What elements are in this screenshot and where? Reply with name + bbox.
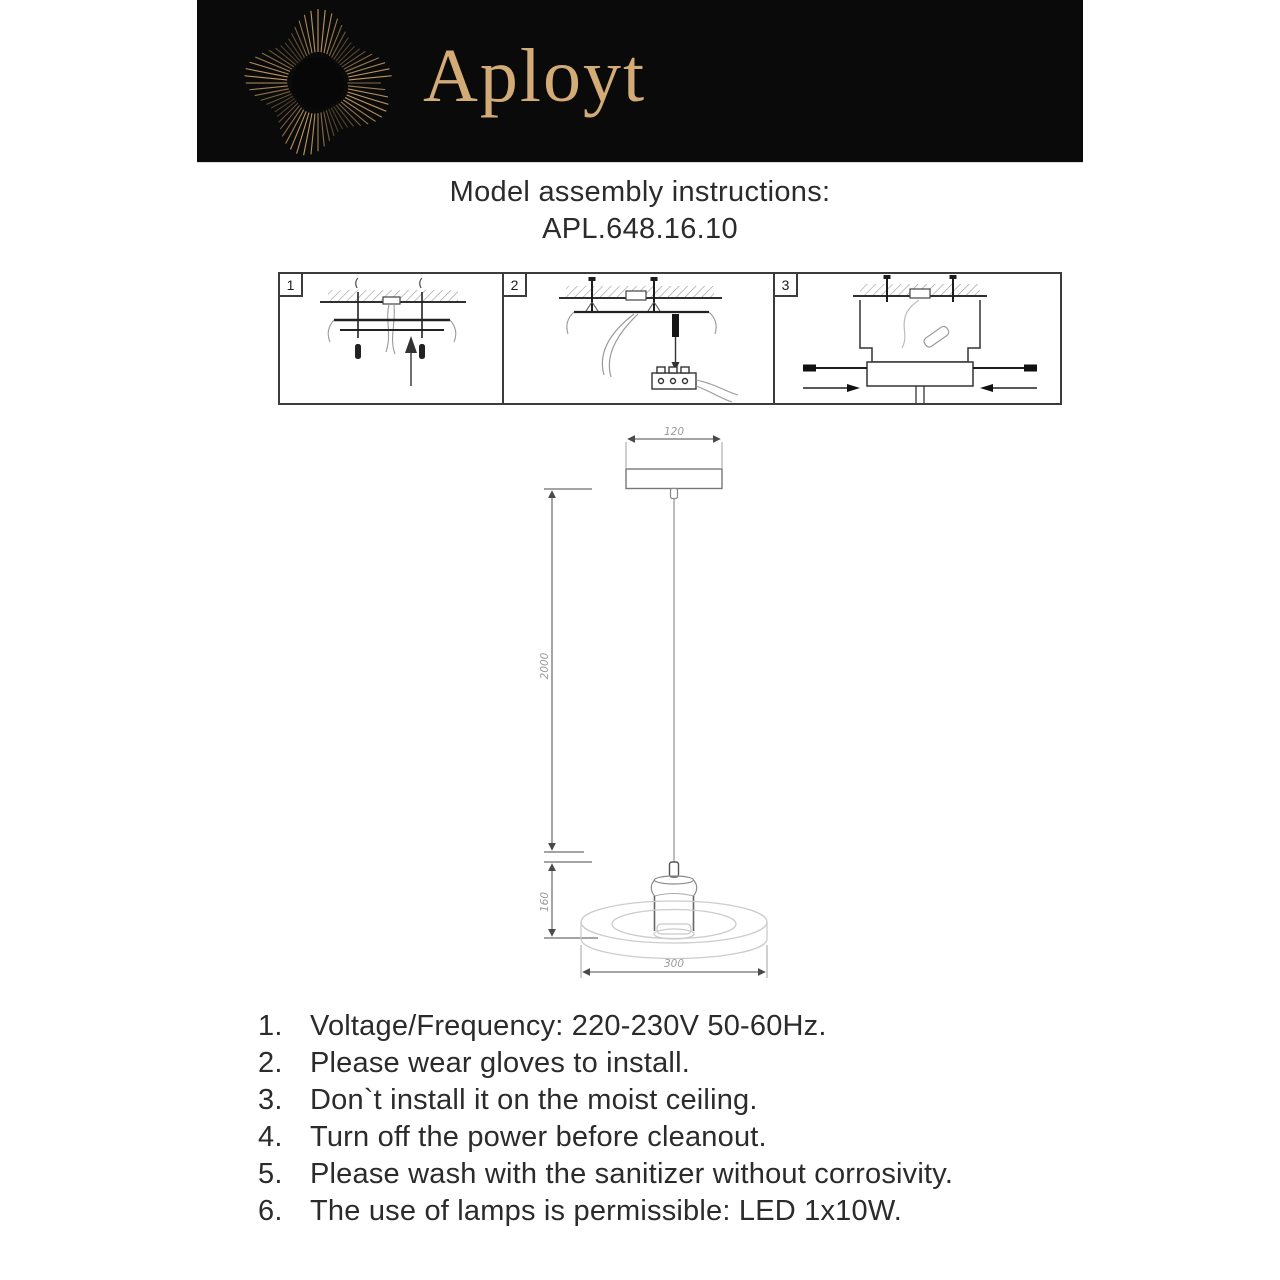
up-arrow xyxy=(405,336,417,386)
note-text: Voltage/Frequency: 220-230V 50-60Hz. xyxy=(310,1010,827,1042)
svg-text:120: 120 xyxy=(663,426,685,438)
note-number: 2. xyxy=(258,1047,283,1079)
inner-wire xyxy=(902,300,950,349)
step-3-illustration xyxy=(775,274,1060,403)
svg-text:160: 160 xyxy=(539,891,551,913)
note-text: Please wash with the sanitizer without corrosivity. xyxy=(310,1158,954,1190)
step-2-illustration xyxy=(504,274,773,403)
assembly-steps xyxy=(278,272,1062,405)
step-panel-3 xyxy=(773,272,1062,405)
dim-shade-height xyxy=(539,862,598,938)
note-number: 6. xyxy=(258,1195,283,1227)
note-number: 1. xyxy=(258,1010,283,1042)
note-text: Don`t install it on the moist ceiling. xyxy=(310,1084,758,1116)
note-text: Turn off the power before cleanout. xyxy=(310,1121,767,1153)
note-item xyxy=(258,1082,953,1119)
dim-canopy-width xyxy=(626,426,722,468)
note-number: 4. xyxy=(258,1121,283,1153)
canopy-body xyxy=(860,300,980,403)
model-number: APL.648.16.10 xyxy=(542,213,738,245)
step-number-badge: 1 xyxy=(278,272,303,297)
dim-suspension-length xyxy=(539,489,592,852)
hanging-wire xyxy=(602,314,638,377)
svg-text:300: 300 xyxy=(663,958,685,970)
step-panel-1 xyxy=(278,272,504,405)
step-panel-2 xyxy=(502,272,775,405)
junction-box xyxy=(383,297,400,354)
svg-text:2000: 2000 xyxy=(539,652,551,680)
pendant-lamp-drawing xyxy=(520,425,800,990)
screw-rod xyxy=(672,314,680,371)
step-1-illustration xyxy=(280,274,502,403)
brand-name: Aployt xyxy=(423,34,647,118)
notes-list xyxy=(258,1008,953,1230)
terminal-block xyxy=(652,367,738,402)
note-item xyxy=(258,1193,953,1230)
lamp-socket xyxy=(651,876,696,934)
ceiling xyxy=(853,275,987,302)
note-number: 5. xyxy=(258,1158,283,1190)
brand-banner xyxy=(197,0,1083,163)
note-number: 3. xyxy=(258,1084,283,1116)
dim-shade-diameter xyxy=(581,945,767,978)
ray-fan-decoration xyxy=(603,0,1083,162)
canopy xyxy=(626,469,722,499)
sunburst-core xyxy=(292,57,344,109)
page-title: Model assembly instructions: xyxy=(449,176,831,208)
note-item xyxy=(258,1045,953,1082)
step-number-badge: 3 xyxy=(773,272,798,297)
note-item xyxy=(258,1119,953,1156)
note-text: Please wear gloves to install. xyxy=(310,1047,690,1079)
note-item xyxy=(258,1008,953,1045)
step-number-badge: 2 xyxy=(502,272,527,297)
cord-connector xyxy=(670,862,679,877)
note-item xyxy=(258,1156,953,1193)
lamp-shade xyxy=(581,901,767,959)
sunburst-logo-icon xyxy=(238,3,398,163)
note-text: The use of lamps is permissible: LED 1x10W. xyxy=(310,1195,903,1227)
